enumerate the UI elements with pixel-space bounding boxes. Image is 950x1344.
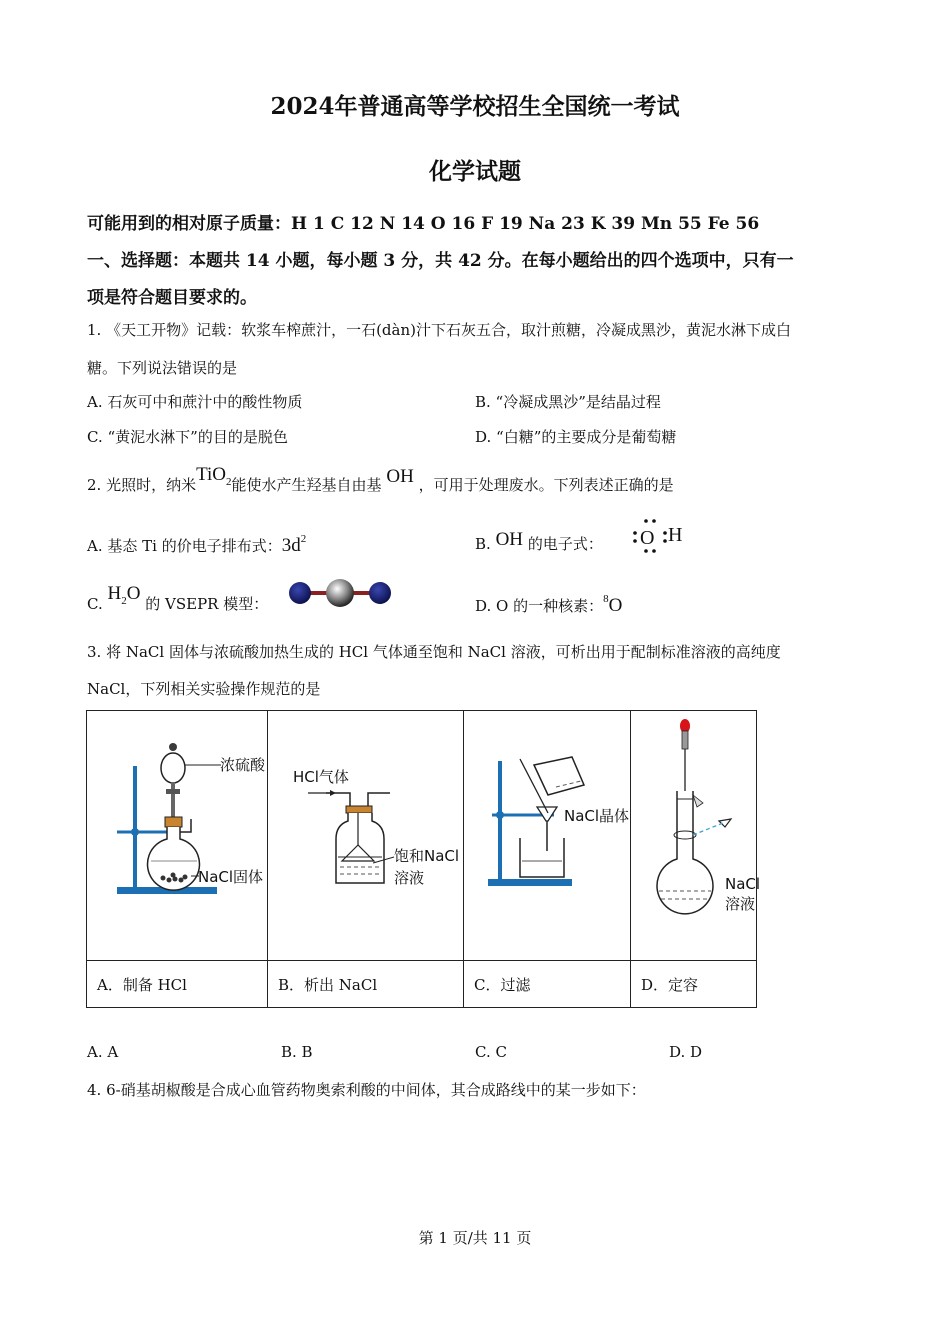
q3-stem-line2: NaCl，下列相关实验操作规范的是 — [87, 680, 321, 698]
label-conc-h2so4: 浓硫酸 — [220, 756, 266, 774]
q1-option-a: A. 石灰可中和蔗汁中的酸性物质 — [87, 393, 303, 411]
lewis-h-label: H — [668, 524, 683, 546]
caption-c: C．过滤 — [464, 961, 631, 1008]
q2-option-b: B. OH 的电子式： — [475, 529, 603, 553]
label-nacl-crystal: NaCl晶体 — [564, 807, 630, 825]
label-solution-b: 溶液 — [394, 869, 425, 887]
q1-option-b: B. “冷凝成黑沙”是结晶过程 — [475, 393, 661, 411]
label-solution-d: 溶液 — [725, 895, 756, 913]
oh-formula-b: OH — [495, 529, 524, 550]
atomic-mass-line: 可能用到的相对原子质量：H 1 C 12 N 14 O 16 F 19 Na 23 K 39 Mn 55 Fe 56 — [87, 214, 760, 234]
q2-option-c: C. $H_2O$ 的 VSEPR 模型： — [87, 583, 269, 613]
section-instruction-line2: 项是符合题目要求的。 — [87, 288, 257, 308]
volumetric-flask-apparatus — [631, 711, 761, 956]
q2-option-d: D. O 的一种核素：$^8$O — [475, 593, 623, 616]
q3-option-c: C. C — [475, 1043, 507, 1061]
label-saturated-nacl: 饱和NaCl — [394, 847, 460, 865]
q3-option-d: D. D — [669, 1043, 703, 1061]
caption-a: A．制备 HCl — [87, 961, 268, 1008]
vsepr-model-image — [286, 578, 394, 608]
q2-stem-post: ，可用于处理废水。下列表述正确的是 — [418, 476, 674, 494]
q1-stem-line2: 糖。下列说法错误的是 — [87, 359, 238, 377]
ti-config: $3d^2$ — [281, 533, 307, 556]
q3-option-a: A. A — [87, 1043, 119, 1061]
stand-rod-a — [133, 766, 137, 888]
section-instruction-line1: 一、选择题：本题共 14 小题，每小题 3 分，共 42 分。在每小题给出的四个选项中，只有一 — [87, 251, 794, 271]
figure-cell-d — [631, 711, 761, 961]
caption-d: D．定容 — [631, 961, 757, 1008]
label-nacl-solid: NaCl固体 — [198, 868, 264, 886]
figure-cell-a — [87, 711, 268, 961]
exam-title: 2024年普通高等学校招生全国统一考试 — [270, 93, 680, 120]
label-hcl-gas: HCl气体 — [293, 768, 349, 786]
oh-lewis-structure — [628, 515, 698, 555]
gas-washing-bottle — [268, 711, 463, 956]
q3-stem-line1: 3. 将 NaCl 固体与浓硫酸加热生成的 HCl 气体通至饱和 NaCl 溶液，可析出用于配制标准溶液的高纯度 — [87, 643, 781, 661]
q2-stem — [87, 464, 674, 498]
h2o-formula: $H_2O$ — [107, 583, 141, 607]
lewis-o-label: O — [640, 527, 655, 549]
label-nacl-d: NaCl — [725, 875, 761, 893]
tio2-formula: TiO$_2$ — [196, 464, 232, 488]
q2-stem-pre: 2. 光照时，纳米 — [87, 476, 197, 494]
q1-option-d: D. “白糖”的主要成分是葡萄糖 — [475, 428, 677, 446]
figure-cell-c — [464, 711, 631, 961]
q4-stem-line1: 4. 6-硝基胡椒酸是合成心血管药物奥索利酸的中间体，其合成路线中的某一步如下： — [87, 1081, 646, 1099]
oh-formula: OH — [386, 466, 414, 487]
q1-option-c: C. “黄泥水淋下”的目的是脱色 — [87, 428, 288, 446]
caption-b: B．析出 NaCl — [268, 961, 464, 1008]
q3-option-b: B. B — [281, 1043, 313, 1061]
page-footer: 第 1 页/共 11 页 — [418, 1229, 532, 1247]
nuclide-symbol: $^8$O — [603, 593, 623, 616]
hcl-generation-apparatus — [87, 711, 267, 956]
q3-apparatus-table — [86, 710, 761, 1008]
q2-stem-mid: 能使水产生羟基自由基 — [231, 476, 382, 494]
figure-cell-b — [268, 711, 464, 961]
filtration-apparatus — [464, 711, 630, 956]
exam-subtitle: 化学试题 — [429, 158, 521, 185]
q1-stem-line1: 1. 《天工开物》记载：软浆车榨蔗汁，一石(dàn)汁下石灰五合，取汁煎糖，冷凝成黑沙，黄泥水淋下成白 — [87, 321, 791, 339]
q2-option-a: A. 基态 Ti 的价电子排布式：$3d^2$ — [87, 533, 307, 556]
